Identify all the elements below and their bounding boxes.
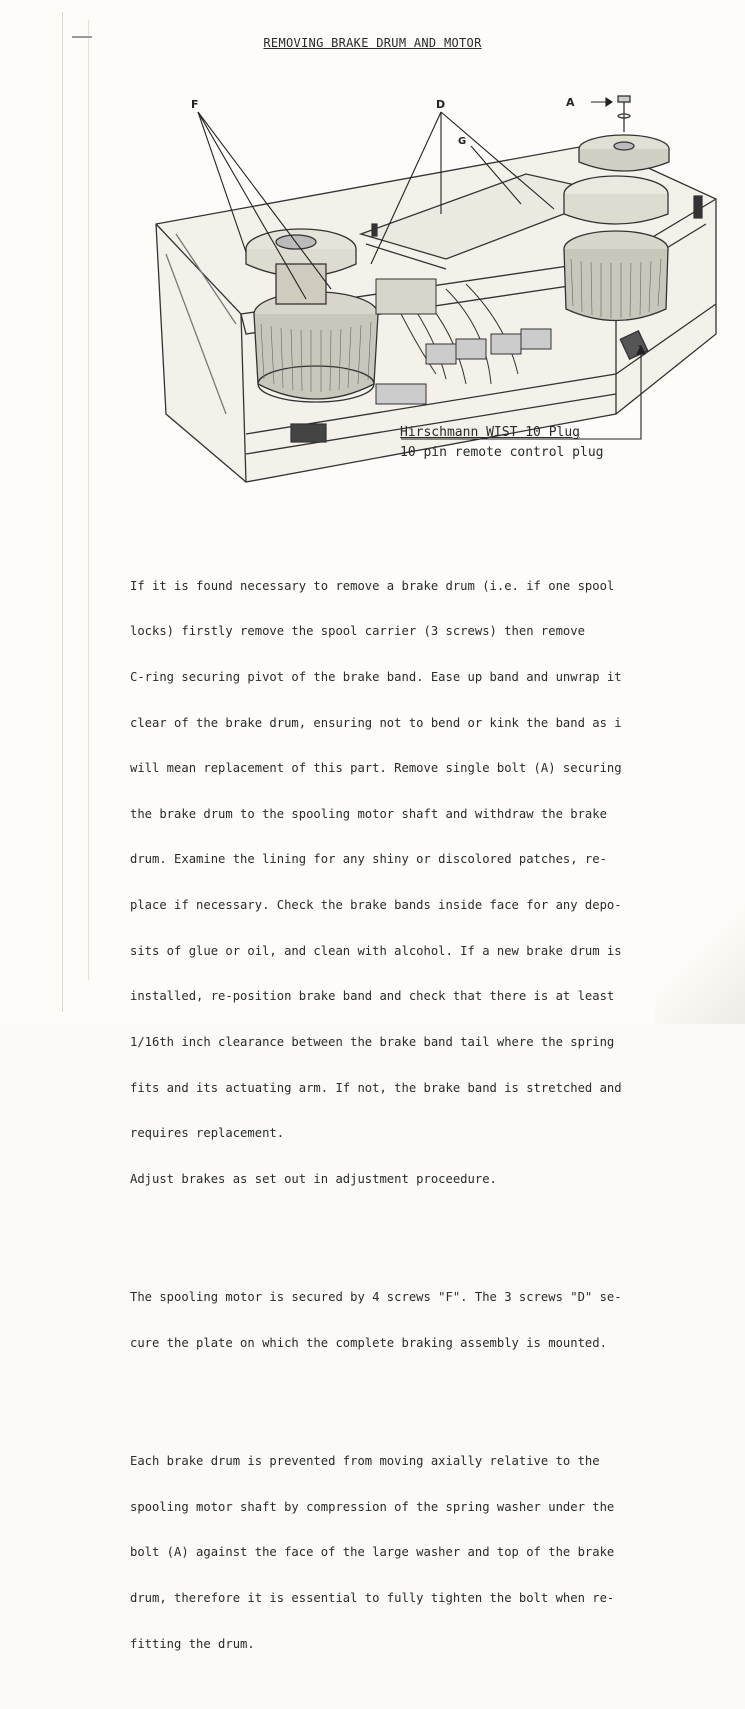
scan-shadow	[655, 904, 745, 1024]
text-line: clear of the brake drum, ensuring not to bend or kink the band as i	[130, 715, 622, 730]
text-line: place if necessary. Check the brake bands inside face for any depo-	[130, 898, 622, 913]
paragraph-axial-movement	[130, 1424, 740, 1682]
label-g: G	[458, 136, 467, 147]
text-line: installed, re-position brake band and check that there is at least	[130, 989, 615, 1004]
text-line: 1/16th inch clearance between the brake band tail where the spring	[130, 1034, 615, 1049]
callout-plug-model: Hirschmann WIST 10 Plug	[400, 425, 581, 440]
paragraph-spooling-motor	[130, 1260, 740, 1382]
page-edge	[88, 20, 89, 980]
text-line: cure the plate on which the complete braking assembly is mounted.	[130, 1335, 607, 1350]
text-line: The spooling motor is secured by 4 screws "F". The 3 screws "D" se-	[130, 1290, 622, 1305]
text-line: fits and its actuating arm. If not, the brake band is stretched and	[130, 1080, 622, 1095]
callout-plug-description: 10 pin remote control plug	[400, 445, 604, 460]
text-line: requires replacement.	[130, 1126, 285, 1141]
text-line: will mean replacement of this part. Remove single bolt (A) securing	[130, 761, 622, 776]
paragraph-brake-drum	[130, 548, 740, 1217]
plug-callout	[400, 423, 650, 463]
text-line: Each brake drum is prevented from moving axially relative to the	[130, 1454, 600, 1469]
body-text	[130, 518, 740, 1709]
label-d: D	[436, 98, 446, 111]
page-edge	[62, 12, 63, 1012]
text-line: locks) firstly remove the spool carrier (3 screws) then remove	[130, 624, 585, 639]
text-line: spooling motor shaft by compression of the spring washer under the	[130, 1499, 615, 1514]
text-line: sits of glue or oil, and clean with alcohol. If a new brake drum is	[130, 943, 622, 958]
text-line: the brake drum to the spooling motor shaft and withdraw the brake	[130, 806, 607, 821]
text-line: If it is found necessary to remove a brake drum (i.e. if one spool	[130, 578, 615, 593]
text-line: drum. Examine the lining for any shiny or discolored patches, re-	[130, 852, 607, 867]
text-line: bolt (A) against the face of the large washer and top of the brake	[130, 1545, 615, 1560]
label-a: A	[566, 96, 575, 109]
text-line: fitting the drum.	[130, 1636, 255, 1651]
text-line: Adjust brakes as set out in adjustment proceedure.	[130, 1171, 497, 1186]
text-line: drum, therefore it is essential to fully tighten the bolt when re-	[130, 1591, 615, 1606]
label-f: F	[191, 98, 199, 111]
text-line: C-ring securing pivot of the brake band. Ease up band and unwrap it	[130, 670, 622, 685]
page-title: REMOVING BRAKE DRUM AND MOTOR	[263, 36, 482, 50]
